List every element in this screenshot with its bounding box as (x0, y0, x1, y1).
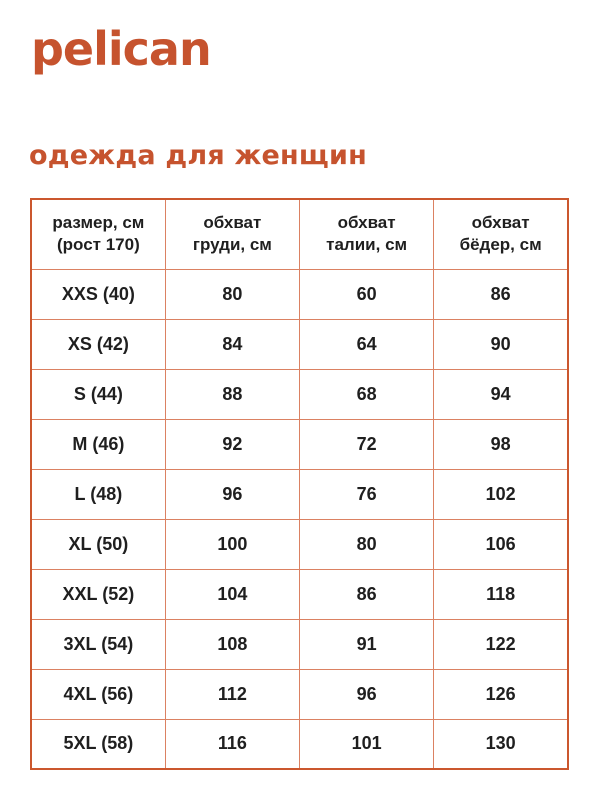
hips-cell: 90 (434, 319, 568, 369)
header-hips-line2: бёдер, см (459, 235, 542, 255)
table-row (31, 469, 568, 519)
header-cell-chest (165, 199, 299, 269)
size-cell: XL (50) (31, 519, 165, 569)
size-cell: L (48) (31, 469, 165, 519)
header-chest-line2: груди, см (192, 235, 272, 255)
waist-cell: 68 (300, 369, 434, 419)
waist-cell: 80 (300, 519, 434, 569)
table-row (31, 619, 568, 669)
chest-cell: 84 (165, 319, 299, 369)
waist-cell: 72 (300, 419, 434, 469)
header-cell-hips (434, 199, 568, 269)
size-cell: M (46) (31, 419, 165, 469)
header-size-line2: (рост 170) (57, 235, 140, 255)
size-cell: 3XL (54) (31, 619, 165, 669)
page-title: одежда для женщин (29, 140, 367, 171)
waist-cell: 96 (300, 669, 434, 719)
hips-cell: 86 (434, 269, 568, 319)
table-row (31, 319, 568, 369)
hips-cell: 122 (434, 619, 568, 669)
table-row (31, 569, 568, 619)
waist-cell: 64 (300, 319, 434, 369)
chest-cell: 92 (165, 419, 299, 469)
size-cell: XS (42) (31, 319, 165, 369)
hips-cell: 98 (434, 419, 568, 469)
table-row (31, 519, 568, 569)
waist-cell: 101 (300, 719, 434, 769)
header-chest-line1: обхват (203, 213, 262, 233)
header-cell-waist (300, 199, 434, 269)
table-row (31, 669, 568, 719)
header-hips-line1: обхват (471, 213, 530, 233)
hips-cell: 102 (434, 469, 568, 519)
brand-logo: pelican (31, 22, 211, 76)
hips-cell: 106 (434, 519, 568, 569)
header-waist-line1: обхват (337, 213, 396, 233)
chest-cell: 108 (165, 619, 299, 669)
size-cell: S (44) (31, 369, 165, 419)
header-cell-size (31, 199, 165, 269)
table-row (31, 419, 568, 469)
waist-cell: 86 (300, 569, 434, 619)
table-row (31, 369, 568, 419)
size-cell: 5XL (58) (31, 719, 165, 769)
table-row (31, 719, 568, 769)
chest-cell: 88 (165, 369, 299, 419)
chest-cell: 100 (165, 519, 299, 569)
chest-cell: 80 (165, 269, 299, 319)
header-row (31, 199, 568, 269)
size-table-body (31, 269, 568, 769)
chest-cell: 104 (165, 569, 299, 619)
size-table-header (31, 199, 568, 269)
header-size-line1: размер, см (52, 213, 145, 233)
hips-cell: 126 (434, 669, 568, 719)
size-table (30, 198, 569, 770)
header-waist-line2: талии, см (326, 235, 408, 255)
table-row (31, 269, 568, 319)
hips-cell: 130 (434, 719, 568, 769)
size-cell: 4XL (56) (31, 669, 165, 719)
size-cell: XXL (52) (31, 569, 165, 619)
waist-cell: 60 (300, 269, 434, 319)
hips-cell: 118 (434, 569, 568, 619)
waist-cell: 76 (300, 469, 434, 519)
waist-cell: 91 (300, 619, 434, 669)
chest-cell: 116 (165, 719, 299, 769)
size-cell: XXS (40) (31, 269, 165, 319)
hips-cell: 94 (434, 369, 568, 419)
chest-cell: 96 (165, 469, 299, 519)
chest-cell: 112 (165, 669, 299, 719)
